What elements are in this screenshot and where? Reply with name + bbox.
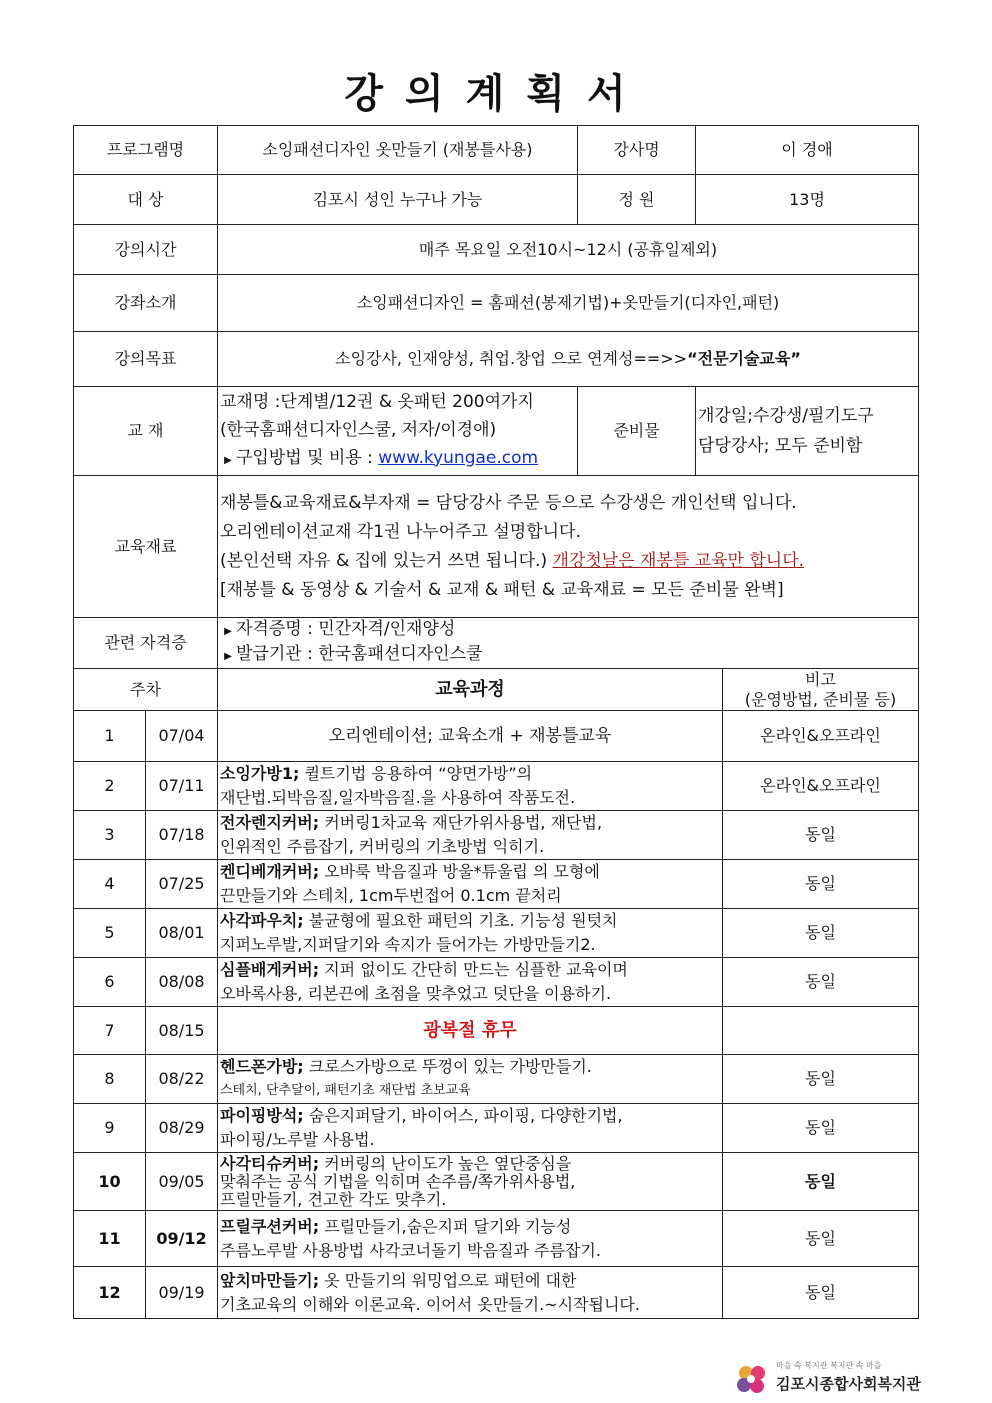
- course-title: 파이핑방석;: [220, 1106, 304, 1125]
- goal-cell: [218, 332, 919, 387]
- course-title: 앞치마만들기;: [220, 1270, 320, 1290]
- course-line-1: 퀼트기법 응용하여 “양면가방”의: [299, 764, 533, 783]
- week-number: 3: [74, 811, 146, 860]
- week-number: 2: [74, 762, 146, 811]
- week-number: 12: [74, 1267, 146, 1319]
- table-row: [74, 958, 919, 1007]
- week-date: 09/19: [146, 1267, 218, 1319]
- course-content: [218, 1104, 723, 1153]
- note-header: [723, 669, 919, 711]
- course-line-2: 파이핑/노루발 사용법.: [220, 1130, 375, 1149]
- week-date: 09/12: [146, 1211, 218, 1267]
- prep-label: 준비물: [578, 387, 696, 476]
- cert-line-2: [220, 643, 916, 668]
- capacity-value: 13명: [696, 175, 919, 225]
- week-date: 07/18: [146, 811, 218, 860]
- course-line-1: 불균형에 필요한 패턴의 기초. 기능성 원텃치: [303, 911, 618, 930]
- lecture-plan-table: [73, 125, 919, 1319]
- material-label: 교육재료: [74, 476, 218, 618]
- material-line-3-text: (본인선택 자유 & 집에 있는거 쓰면 됩니다.): [220, 550, 553, 571]
- table-row: [74, 711, 919, 762]
- week-number: 9: [74, 1104, 146, 1153]
- week-date: 07/11: [146, 762, 218, 811]
- course-content: [218, 860, 723, 909]
- course-line-1: 크로스가방으로 뚜껑이 있는 가방만들기.: [303, 1057, 592, 1076]
- course-line-2: 주름노루발 사용방법 사각코너돌기 박음질과 주름잡기.: [220, 1240, 601, 1260]
- goal-bold-text: “전문기술교육”: [687, 349, 801, 368]
- course-line-1: 옷 만들기의 워밍업으로 패턴에 대한: [319, 1270, 577, 1290]
- cert-cell: [218, 618, 919, 669]
- material-notice: 개강첫날은 재봉틀 교육만 합니다.: [552, 550, 805, 571]
- table-row: [74, 860, 919, 909]
- table-row: [74, 1267, 919, 1319]
- table-row: [74, 1153, 919, 1211]
- course-line-2: 지퍼노루발,지퍼달기와 속지가 들어가는 가방만들기2.: [220, 935, 596, 954]
- week-number: 6: [74, 958, 146, 1007]
- time-value: 매주 목요일 오전10시~12시 (공휴일제외): [218, 225, 919, 275]
- cert-label: 관련 자격증: [74, 618, 218, 669]
- week-header: 주차: [74, 669, 218, 711]
- week-number: 1: [74, 711, 146, 762]
- course-line-1: 프릴만들기,숨은지퍼 달기와 기능성: [319, 1216, 572, 1236]
- note: 동일: [723, 1104, 919, 1153]
- table-row: [74, 811, 919, 860]
- material-line-3: [220, 547, 916, 576]
- week-number: 10: [74, 1153, 146, 1211]
- textbook-line-3: [220, 444, 575, 475]
- target-label: 대 상: [74, 175, 218, 225]
- week-date: 08/22: [146, 1055, 218, 1104]
- week-number: 4: [74, 860, 146, 909]
- course-line-2: 기초교육의 이해와 이론교육. 이어서 옷만들기.~시작됩니다.: [220, 1294, 640, 1314]
- course-title: 사각티슈커버;: [220, 1153, 320, 1173]
- course-line-2: 인위적인 주름잡기, 커버링의 기초방법 익히기.: [220, 837, 545, 856]
- instructor-value: 이 경애: [696, 126, 919, 175]
- table-row: [74, 762, 919, 811]
- course-content: [218, 1153, 723, 1211]
- textbook-line-2: (한국홈패션디자인스쿨, 저자/이경애): [220, 419, 497, 440]
- textbook-cell: [218, 387, 578, 476]
- course-line-2: 스테치, 단추달이, 패턴기초 재단법 초보교육: [220, 1083, 471, 1098]
- prep-line-2: 담당강사; 모두 준비함: [698, 436, 863, 456]
- material-line-2: 오리엔테이션교재 각1권 나누어주고 설명합니다.: [220, 521, 581, 542]
- org-flower-icon: [732, 1359, 772, 1399]
- course-title: 헨드폰가방;: [220, 1057, 304, 1076]
- textbook-link[interactable]: www.kyungae.com: [378, 447, 539, 468]
- course-line-2: 끈만들기와 스테치, 1cm두번접어 0.1cm 끝처리: [220, 886, 562, 905]
- week-number: 8: [74, 1055, 146, 1104]
- course-content: [218, 811, 723, 860]
- time-label: 강의시간: [74, 225, 218, 275]
- week-date: 09/05: [146, 1153, 218, 1211]
- week-date: 07/25: [146, 860, 218, 909]
- week-date: 08/29: [146, 1104, 218, 1153]
- course-title: 전자렌지커버;: [220, 813, 320, 832]
- org-tagline: 마을 속 복지관 복지관 속 마을: [776, 1361, 882, 1370]
- course-title: 켄디베개커버;: [220, 862, 320, 881]
- note: 동일: [723, 811, 919, 860]
- table-row: [74, 1211, 919, 1267]
- course-content: [218, 1211, 723, 1267]
- table-row: [74, 1055, 919, 1104]
- cert-name: 자격증명 : 민간자격/인재양성: [236, 619, 456, 639]
- prep-line-1: 개강일;수강생/필기도구: [698, 406, 874, 426]
- week-number: 5: [74, 909, 146, 958]
- week-number: 11: [74, 1211, 146, 1267]
- course-line-1: 숨은지퍼달기, 바이어스, 파이핑, 다양한기법,: [303, 1106, 623, 1125]
- note-header-line-1: 비고: [805, 669, 836, 689]
- course-line-2: 재단법.되박음질,일자박음질.을 사용하여 작품도전.: [220, 788, 576, 807]
- course-title: 소잉가방1;: [220, 764, 300, 783]
- note: 온라인&오프라인: [723, 711, 919, 762]
- table-row: [74, 909, 919, 958]
- week-number: 7: [74, 1007, 146, 1055]
- material-line-4: [재봉틀 & 동영상 & 기술서 & 교재 & 패턴 & 교육재료 = 모든 준비물 완벽]: [220, 579, 784, 600]
- note: 동일: [723, 909, 919, 958]
- goal-label: 강의목표: [74, 332, 218, 387]
- triangle-bullet-icon: ▶: [224, 454, 232, 466]
- week-date: 08/01: [146, 909, 218, 958]
- org-name: 김포시종합사회복지관: [776, 1375, 921, 1393]
- course-line-3: 프릴만들기, 견고한 각도 맞추기.: [220, 1189, 447, 1209]
- intro-label: 강좌소개: [74, 275, 218, 332]
- cert-line-1: [220, 618, 916, 643]
- instructor-label: 강사명: [578, 126, 696, 175]
- material-line-1: 재봉틀&교육재료&부자재 = 담당강사 주문 등으로 수강생은 개인선택 입니다.: [220, 492, 797, 513]
- goal-value: 소잉강사, 인재양성, 취업.창업 으로 연계성==>>: [335, 349, 688, 368]
- textbook-line-1: 교재명 :단계별/12권 & 옷패턴 200여가지: [220, 391, 534, 412]
- triangle-bullet-icon: ▶: [224, 651, 232, 662]
- note: 동일: [723, 860, 919, 909]
- course-content: 오리엔테이션; 교육소개 + 재봉틀교육: [218, 711, 723, 762]
- table-row: [74, 1104, 919, 1153]
- course-title: 프릴쿠션커버;: [220, 1216, 320, 1236]
- note: 동일: [723, 1153, 919, 1211]
- course-title: 심플배게커버;: [220, 960, 320, 979]
- course-line-1: 지퍼 없이도 간단히 만드는 심플한 교육이며: [319, 960, 628, 979]
- prep-cell: [696, 387, 919, 476]
- course-line-2: 오바록사용, 리본끈에 초점을 맞추었고 덧단을 이용하기.: [220, 984, 612, 1003]
- note-header-line-2: (운영방법, 준비물 등): [744, 689, 897, 709]
- note: 동일: [723, 1055, 919, 1104]
- course-content: [218, 762, 723, 811]
- note: 동일: [723, 1267, 919, 1319]
- course-line-2: 맞춰주는 공식 기법을 익히며 손주름/쪽가위사용법,: [220, 1171, 576, 1191]
- course-line-1: 커버링의 난이도가 높은 옆단중심을: [319, 1153, 572, 1173]
- intro-value: 소잉패션디자인 = 홈패션(봉제기법)+옷만들기(디자인,패턴): [218, 275, 919, 332]
- week-date: 08/08: [146, 958, 218, 1007]
- course-content: [218, 909, 723, 958]
- course-content: [218, 958, 723, 1007]
- course-line-1: 커버링1차교육 재단가위사용법, 재단법,: [319, 813, 603, 832]
- textbook-label: 교 재: [74, 387, 218, 476]
- program-value: 소잉패션디자인 옷만들기 (재봉틀사용): [218, 126, 578, 175]
- table-row: [74, 1007, 919, 1055]
- course-line-1: 오바룩 박음질과 방울*튜울립 의 모형에: [319, 862, 600, 881]
- triangle-bullet-icon: ▶: [224, 626, 232, 637]
- note: 동일: [723, 958, 919, 1007]
- week-date: 07/04: [146, 711, 218, 762]
- target-value: 김포시 성인 누구나 가능: [218, 175, 578, 225]
- course-content: [218, 1267, 723, 1319]
- org-logo: [732, 1357, 932, 1401]
- program-label: 프로그램명: [74, 126, 218, 175]
- holiday-notice: 광복절 휴무: [218, 1007, 723, 1055]
- note: 동일: [723, 1211, 919, 1267]
- textbook-purchase-text: 구입방법 및 비용 :: [236, 447, 379, 468]
- capacity-label: 정 원: [578, 175, 696, 225]
- course-content: [218, 1055, 723, 1104]
- course-title: 사각파우치;: [220, 911, 304, 930]
- course-header: 교육과정: [218, 669, 723, 711]
- material-cell: [218, 476, 919, 618]
- cert-issuer: 발급기관 : 한국홈패션디자인스쿨: [236, 644, 483, 664]
- note: [723, 1007, 919, 1055]
- week-date: 08/15: [146, 1007, 218, 1055]
- document-title: 강의계획서: [344, 70, 648, 117]
- note: 온라인&오프라인: [723, 762, 919, 811]
